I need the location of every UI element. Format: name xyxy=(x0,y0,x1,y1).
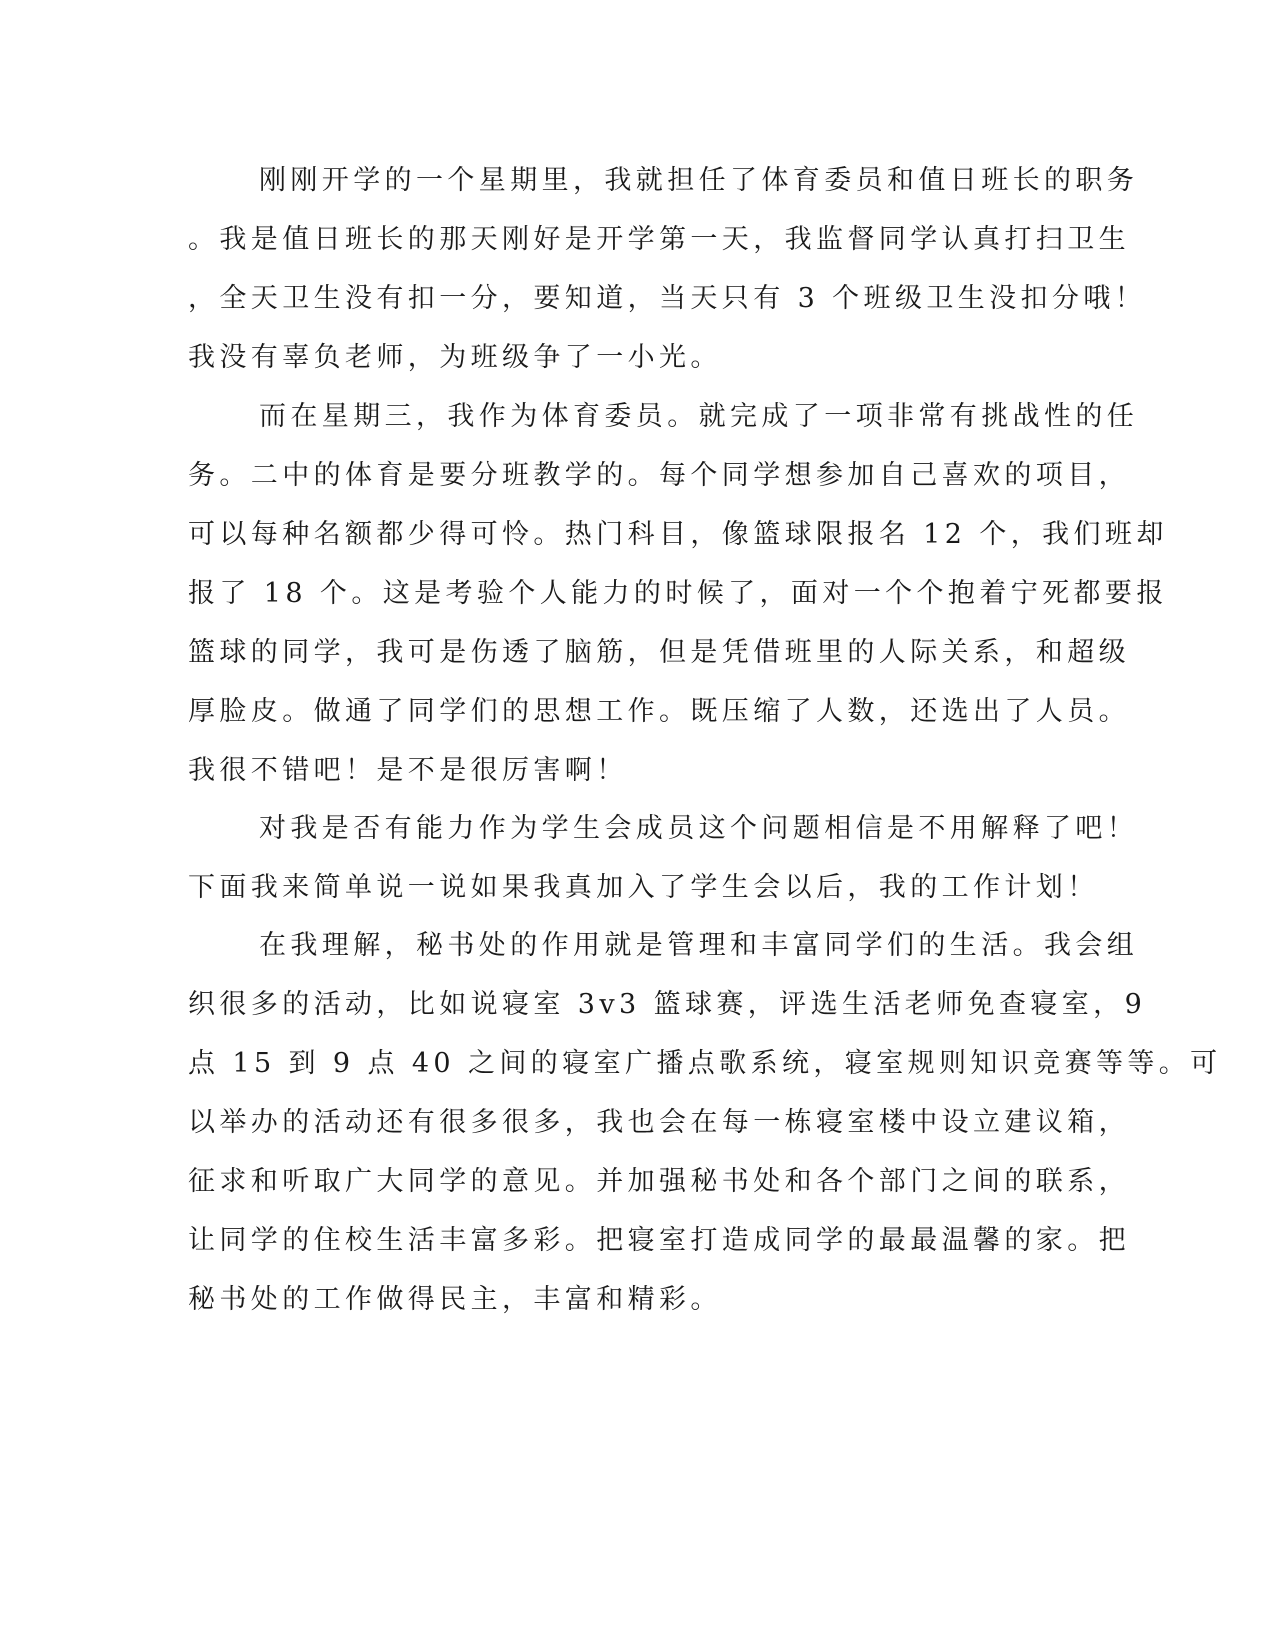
paragraph-1-line-1: 刚刚开学的一个星期里，我就担任了体育委员和值日班长的职务 xyxy=(259,165,1139,196)
paragraph-4-line-6: 让同学的住校生活丰富多彩。把寝室打造成同学的最最温馨的家。把 xyxy=(188,1225,1130,1256)
paragraph-2-line-2: 务。二中的体育是要分班教学的。每个同学想参加自己喜欢的项目， xyxy=(188,460,1130,491)
paragraph-2-line-3: 可以每种名额都少得可怜。热门科目，像篮球限报名 12 个，我们班却 xyxy=(188,519,1168,550)
paragraph-1-line-4: 我没有辜负老师，为班级争了一小光。 xyxy=(188,342,722,373)
paragraph-4-line-5: 征求和听取广大同学的意见。并加强秘书处和各个部门之间的联系， xyxy=(188,1166,1130,1197)
paragraph-1-line-3: ，全天卫生没有扣一分，要知道，当天只有 3 个班级卫生没扣分哦！ xyxy=(188,283,1147,314)
paragraph-4-line-3: 点 15 到 9 点 40 之间的寝室广播点歌系统，寝室规则知识竞赛等等。可 xyxy=(188,1048,1222,1079)
paragraph-2-line-4: 报了 18 个。这是考验个人能力的时候了，面对一个个抱着宁死都要报 xyxy=(188,578,1168,609)
paragraph-1-line-2: 。我是值日班长的那天刚好是开学第一天，我监督同学认真打扫卫生 xyxy=(188,224,1130,255)
paragraph-4-line-2: 织很多的活动，比如说寝室 3v3 篮球赛，评选生活老师免查寝室，9 xyxy=(188,989,1147,1020)
paragraph-2-line-6: 厚脸皮。做通了同学们的思想工作。既压缩了人数，还选出了人员。 xyxy=(188,696,1130,727)
paragraph-4-line-4: 以举办的活动还有很多很多，我也会在每一栋寝室楼中设立建议箱， xyxy=(188,1107,1130,1138)
paragraph-2-line-5: 篮球的同学，我可是伤透了脑筋，但是凭借班里的人际关系，和超级 xyxy=(188,637,1130,668)
paragraph-3-line-2: 下面我来简单说一说如果我真加入了学生会以后，我的工作计划！ xyxy=(188,872,1099,903)
paragraph-2-line-7: 我很不错吧！是不是很厉害啊！ xyxy=(188,755,628,786)
paragraph-4-line-1: 在我理解，秘书处的作用就是管理和丰富同学们的生活。我会组 xyxy=(259,930,1139,961)
paragraph-3-line-1: 对我是否有能力作为学生会成员这个问题相信是不用解释了吧！ xyxy=(259,813,1139,844)
paragraph-4-line-7: 秘书处的工作做得民主，丰富和精彩。 xyxy=(188,1284,722,1315)
paragraph-2-line-1: 而在星期三，我作为体育委员。就完成了一项非常有挑战性的任 xyxy=(259,401,1139,432)
